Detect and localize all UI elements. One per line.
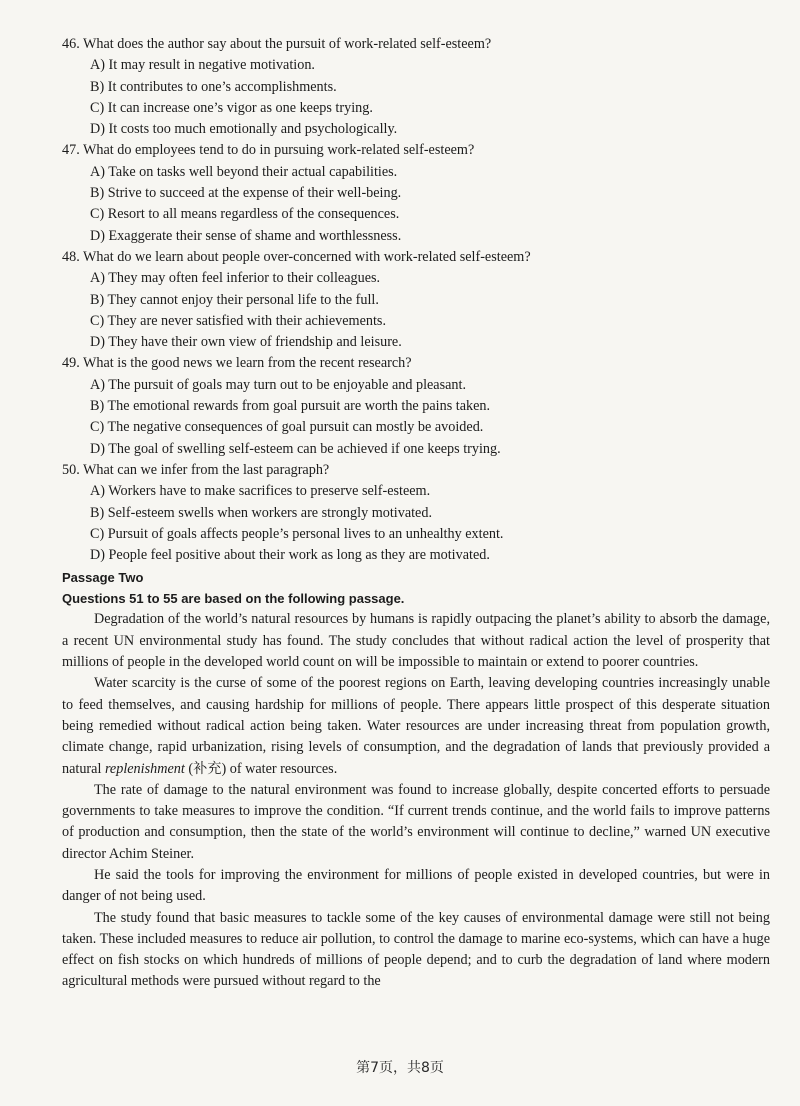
passage-title: Passage Two	[62, 570, 144, 586]
question-stem: 49. What is the good news we learn from the recent research?	[62, 355, 412, 372]
option-b: B) The emotional rewards from goal pursuit are worth the pains taken.	[90, 398, 491, 415]
option-c: C) They are never satisfied with their achievements.	[90, 312, 386, 329]
passage-subtitle: Questions 51 to 55 are based on the following passage.	[62, 591, 405, 607]
option-d: D) It costs too much emotionally and psychologically.	[90, 121, 398, 138]
option-d: D) They have their own view of friendship and leisure.	[90, 334, 402, 351]
question-stem: 47. What do employees tend to do in pursuing work-related self-esteem?	[62, 142, 475, 159]
option-b: B) They cannot enjoy their personal life to the full.	[90, 291, 379, 308]
option-d: D) The goal of swelling self-esteem can be achieved if one keeps trying.	[90, 440, 501, 457]
question-stem: 48. What do we learn about people over-concerned with work-related self-esteem?	[62, 248, 531, 265]
option-c: C) Pursuit of goals affects people’s personal lives to an unhealthy extent.	[90, 525, 504, 542]
passage-paragraph-2	[62, 673, 770, 779]
chinese-gloss: (补充)	[184, 760, 230, 777]
question-stem: 46. What does the author say about the pursuit of work-related self-esteem?	[62, 36, 492, 52]
option-a: A) It may result in negative motivation.	[90, 57, 315, 74]
option-a: A) They may often feel inferior to their colleagues.	[90, 270, 381, 287]
paragraph-text: of water resources.	[229, 760, 338, 777]
question-stem: 50. What can we infer from the last paragraph?	[62, 461, 330, 478]
option-d: D) Exaggerate their sense of shame and worthlessness.	[90, 227, 402, 244]
paragraph-text: Water scarcity is the curse of some of the poorest regions on Earth, leaving developing countries increasingly unable to feed themselves, and causing hardship for millions of people. There appears little prospect of this desperate situation being remedied without radical action being taken. Water resources are under increasing threat from population growth, climate change, rapid urbanization, rising levels of consumption, and the degradation of lands that previously provided a natural	[62, 675, 770, 777]
option-b: B) It contributes to one’s accomplishments.	[90, 78, 337, 95]
question-47	[62, 140, 762, 246]
option-a: A) Take on tasks well beyond their actual capabilities.	[90, 163, 398, 180]
question-50	[62, 460, 762, 566]
question-49	[62, 353, 762, 459]
passage-paragraph-4: He said the tools for improving the environment for millions of people existed in developed countries, but were in danger of not being used.	[62, 866, 770, 905]
option-c: C) It can increase one’s vigor as one keeps trying.	[90, 99, 373, 116]
passage-paragraph-1: Degradation of the world’s natural resources by humans is rapidly outpacing the planet’s ability to absorb the damage, a recent UN environmental study has found. The study concludes that without radical action the level of prosperity that millions of people in the developed world count on will be impossible to maintain or extend to poorer countries.	[62, 611, 770, 671]
option-b: B) Strive to succeed at the expense of their well-being.	[90, 185, 402, 202]
option-d: D) People feel positive about their work as long as they are motivated.	[90, 547, 490, 564]
option-b: B) Self-esteem swells when workers are strongly motivated.	[90, 504, 432, 521]
passage-paragraph-5: The study found that basic measures to tackle some of the key causes of environmental damage were still not being taken. These included measures to reduce air pollution, to control the damage to marine eco-systems, which can have a huge effect on fish stocks on which hundreds of millions of people depend; and to curb the degradation of land where modern agricultural methods were pursued without regard to the	[62, 909, 770, 990]
question-48	[62, 247, 762, 353]
option-c: C) The negative consequences of goal pursuit can mostly be avoided.	[90, 419, 484, 436]
option-a: A) Workers have to make sacrifices to preserve self-esteem.	[90, 483, 431, 500]
option-c: C) Resort to all means regardless of the consequences.	[90, 206, 400, 223]
page-footer: 第7页，共8页	[356, 1060, 444, 1076]
italic-term: replenishment	[104, 760, 185, 777]
passage-paragraph-3: The rate of damage to the natural environment was found to increase globally, despite concerted efforts to persuade governments to take measures to improve the condition. “If current trends continue, and the world fails to improve patterns of production and consumption, then the state of the world’s environment will continue to decline,” warned UN executive director Achim Steiner.	[62, 781, 770, 862]
question-46	[62, 34, 762, 140]
option-a: A) The pursuit of goals may turn out to be enjoyable and pleasant.	[90, 376, 467, 393]
exam-page	[62, 34, 770, 993]
